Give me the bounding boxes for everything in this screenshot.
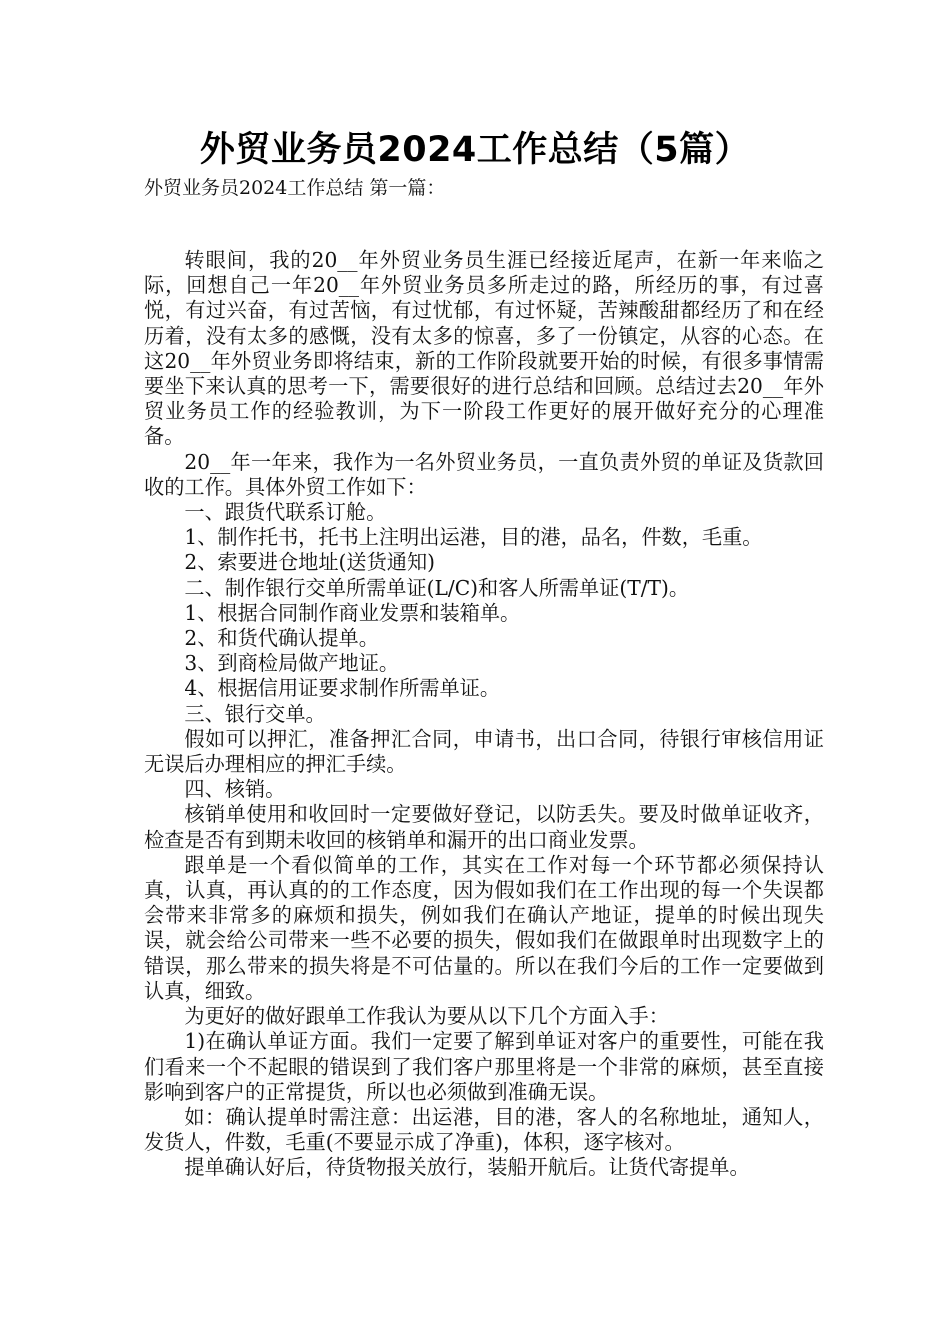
document-body — [144, 248, 824, 1181]
paragraph: 跟单是一个看似简单的工作，其实在工作对每一个环节都必须保持认真，认真，再认真的的工作态度，因为假如我们在工作出现的每一个失误都会带来非常多的麻烦和损失，例如我们在确认产地证，提单的时候出现失误，就会给公司带来一些不必要的损失，假如我们在做跟单时出现数字上的错误，那么带来的损失将是不可估量的。所以在我们今后的工作一定要做到认真，细致。 — [144, 852, 824, 1003]
paragraph: 转眼间，我的20__年外贸业务员生涯已经接近尾声，在新一年来临之际，回想自己一年20__年外贸业务员多所走过的路，所经历的事，有过喜悦，有过兴奋，有过苦恼，有过忧郁，有过怀疑，苦辣酸甜都经历了和在经历着，没有太多的感慨，没有太多的惊喜，多了一份镇定，从容的心态。在这20__年外贸业务即将结束，新的工作阶段就要开始的时候，有很多事情需要坐下来认真的思考一下，需要很好的进行总结和回顾。总结过去20__年外贸业务员工作的经验教训，为下一阶段工作更好的展开做好充分的心理准备。 — [144, 248, 824, 449]
paragraph: 4、根据信用证要求制作所需单证。 — [184, 676, 501, 701]
paragraph: 四、核销。 — [184, 777, 286, 802]
paragraph: 如：确认提单时需注意：出运港，目的港，客人的名称地址，通知人，发货人，件数，毛重(不要显示成了净重)，体积，逐字核对。 — [144, 1104, 824, 1155]
paragraph: 1、制作托书，托书上注明出运港，目的港，品名，件数，毛重。 — [184, 525, 763, 550]
paragraph: 提单确认好后，待货物报关放行，装船开航后。让货代寄提单。 — [184, 1155, 750, 1180]
paragraph: 核销单使用和收回时一定要做好登记，以防丢失。要及时做单证收齐，检查是否有到期未收回的核销单和漏开的出口商业发票。 — [144, 802, 824, 852]
paragraph: 三、银行交单。 — [184, 701, 326, 726]
paragraph: 为更好的做好跟单工作我认为要从以下几个方面入手： — [184, 1004, 669, 1029]
section-heading: 外贸业务员2024工作总结 第一篇： — [144, 177, 446, 199]
paragraph: 一、跟货代联系订舱。 — [184, 500, 387, 525]
paragraph: 1)在确认单证方面。我们一定要了解到单证对客户的重要性，可能在我们看来一个不起眼的错误到了我们客户那里将是一个非常的麻烦，甚至直接影响到客户的正常提货，所以也必须做到准确无误。 — [144, 1029, 824, 1104]
paragraph: 1、根据合同制作商业发票和装箱单。 — [184, 600, 521, 625]
document-title: 外贸业务员2024工作总结（5篇） — [199, 130, 751, 170]
paragraph: 3、到商检局做产地证。 — [184, 651, 400, 676]
paragraph: 二、制作银行交单所需单证(L/C)和客人所需单证(T/T)。 — [184, 575, 690, 600]
paragraph: 2、索要进仓地址(送货通知) — [184, 550, 436, 575]
paragraph: 2、和货代确认提单。 — [184, 626, 379, 651]
paragraph: 20__年一年来，我作为一名外贸业务员，一直负责外贸的单证及货款回收的工作。具体外贸工作如下： — [144, 449, 824, 499]
paragraph: 假如可以押汇，准备押汇合同，申请书，出口合同，待银行审核信用证无误后办理相应的押汇手续。 — [144, 726, 824, 777]
